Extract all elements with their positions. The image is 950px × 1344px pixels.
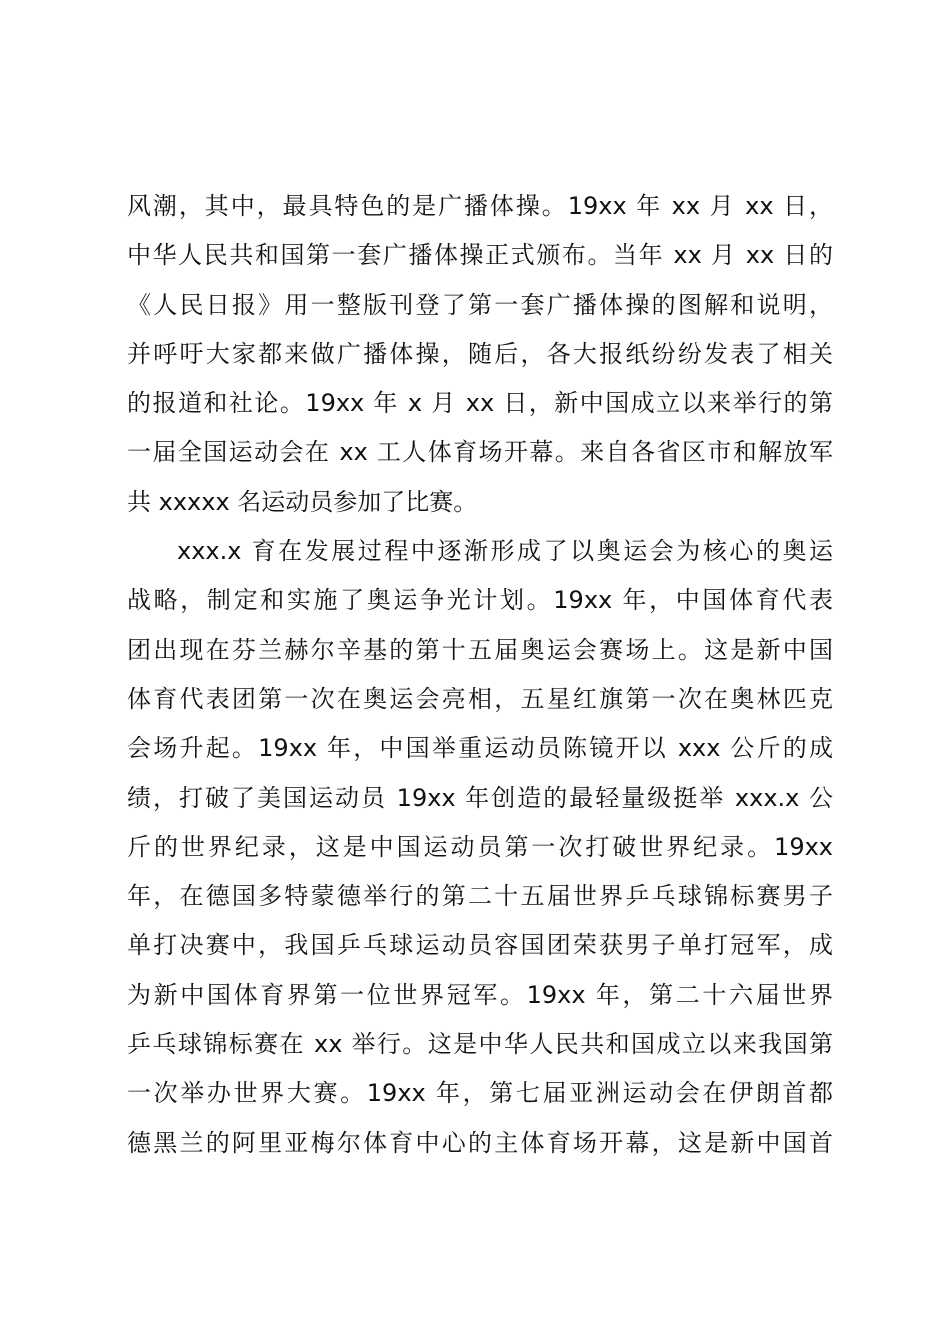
text-line: 为新中国体育界第一位世界冠军。19xx 年，第二十六届世界 [127, 980, 833, 1009]
text-line: 并呼吁大家都来做广播体操，随后，各大报纸纷纷发表了相关 [127, 339, 833, 368]
body-text [127, 182, 833, 1168]
text-line: 团出现在芬兰赫尔辛基的第十五届奥运会赛场上。这是新中国 [127, 635, 833, 664]
text-line: xxx.x 育在发展过程中逐渐形成了以奥运会为核心的奥运 [177, 537, 833, 566]
text-line: 乒乓球锦标赛在 xx 举行。这是中华人民共和国成立以来我国第 [127, 1030, 833, 1059]
text-line: 单打决赛中，我国乒乓球运动员容国团荣获男子单打冠军，成 [127, 931, 833, 960]
text-line: 战略，制定和实施了奥运争光计划。19xx 年，中国体育代表 [127, 586, 833, 615]
text-line: 《人民日报》用一整版刊登了第一套广播体操的图解和说明， [127, 290, 833, 319]
text-line: 德黑兰的阿里亚梅尔体育中心的主体育场开幕，这是新中国首 [127, 1128, 833, 1157]
text-line: 体育代表团第一次在奥运会亮相，五星红旗第一次在奥林匹克 [127, 684, 833, 713]
text-line: 风潮，其中，最具特色的是广播体操。19xx 年 xx 月 xx 日， [127, 192, 833, 220]
text-line: 中华人民共和国第一套广播体操正式颁布。当年 xx 月 xx 日的 [127, 241, 833, 270]
paragraph-1 [127, 182, 833, 527]
text-line: 斤的世界纪录，这是中国运动员第一次打破世界纪录。19xx [127, 832, 833, 861]
paragraph-2 [127, 527, 833, 1168]
text-line: 的报道和社论。19xx 年 x 月 xx 日，新中国成立以来举行的第 [127, 389, 833, 418]
text-line: 绩，打破了美国运动员 19xx 年创造的最轻量级挺举 xxx.x 公 [127, 783, 833, 812]
text-line: 会场升起。19xx 年，中国举重运动员陈镜开以 xxx 公斤的成 [127, 734, 833, 763]
text-line: 年，在德国多特蒙德举行的第二十五届世界乒乓球锦标赛男子 [127, 882, 833, 911]
text-line: 一次举办世界大赛。19xx 年，第七届亚洲运动会在伊朗首都 [127, 1079, 833, 1108]
text-line: 共 xxxxx 名运动员参加了比赛。 [127, 487, 478, 516]
text-line: 一届全国运动会在 xx 工人体育场开幕。来自各省区市和解放军 [127, 438, 833, 467]
